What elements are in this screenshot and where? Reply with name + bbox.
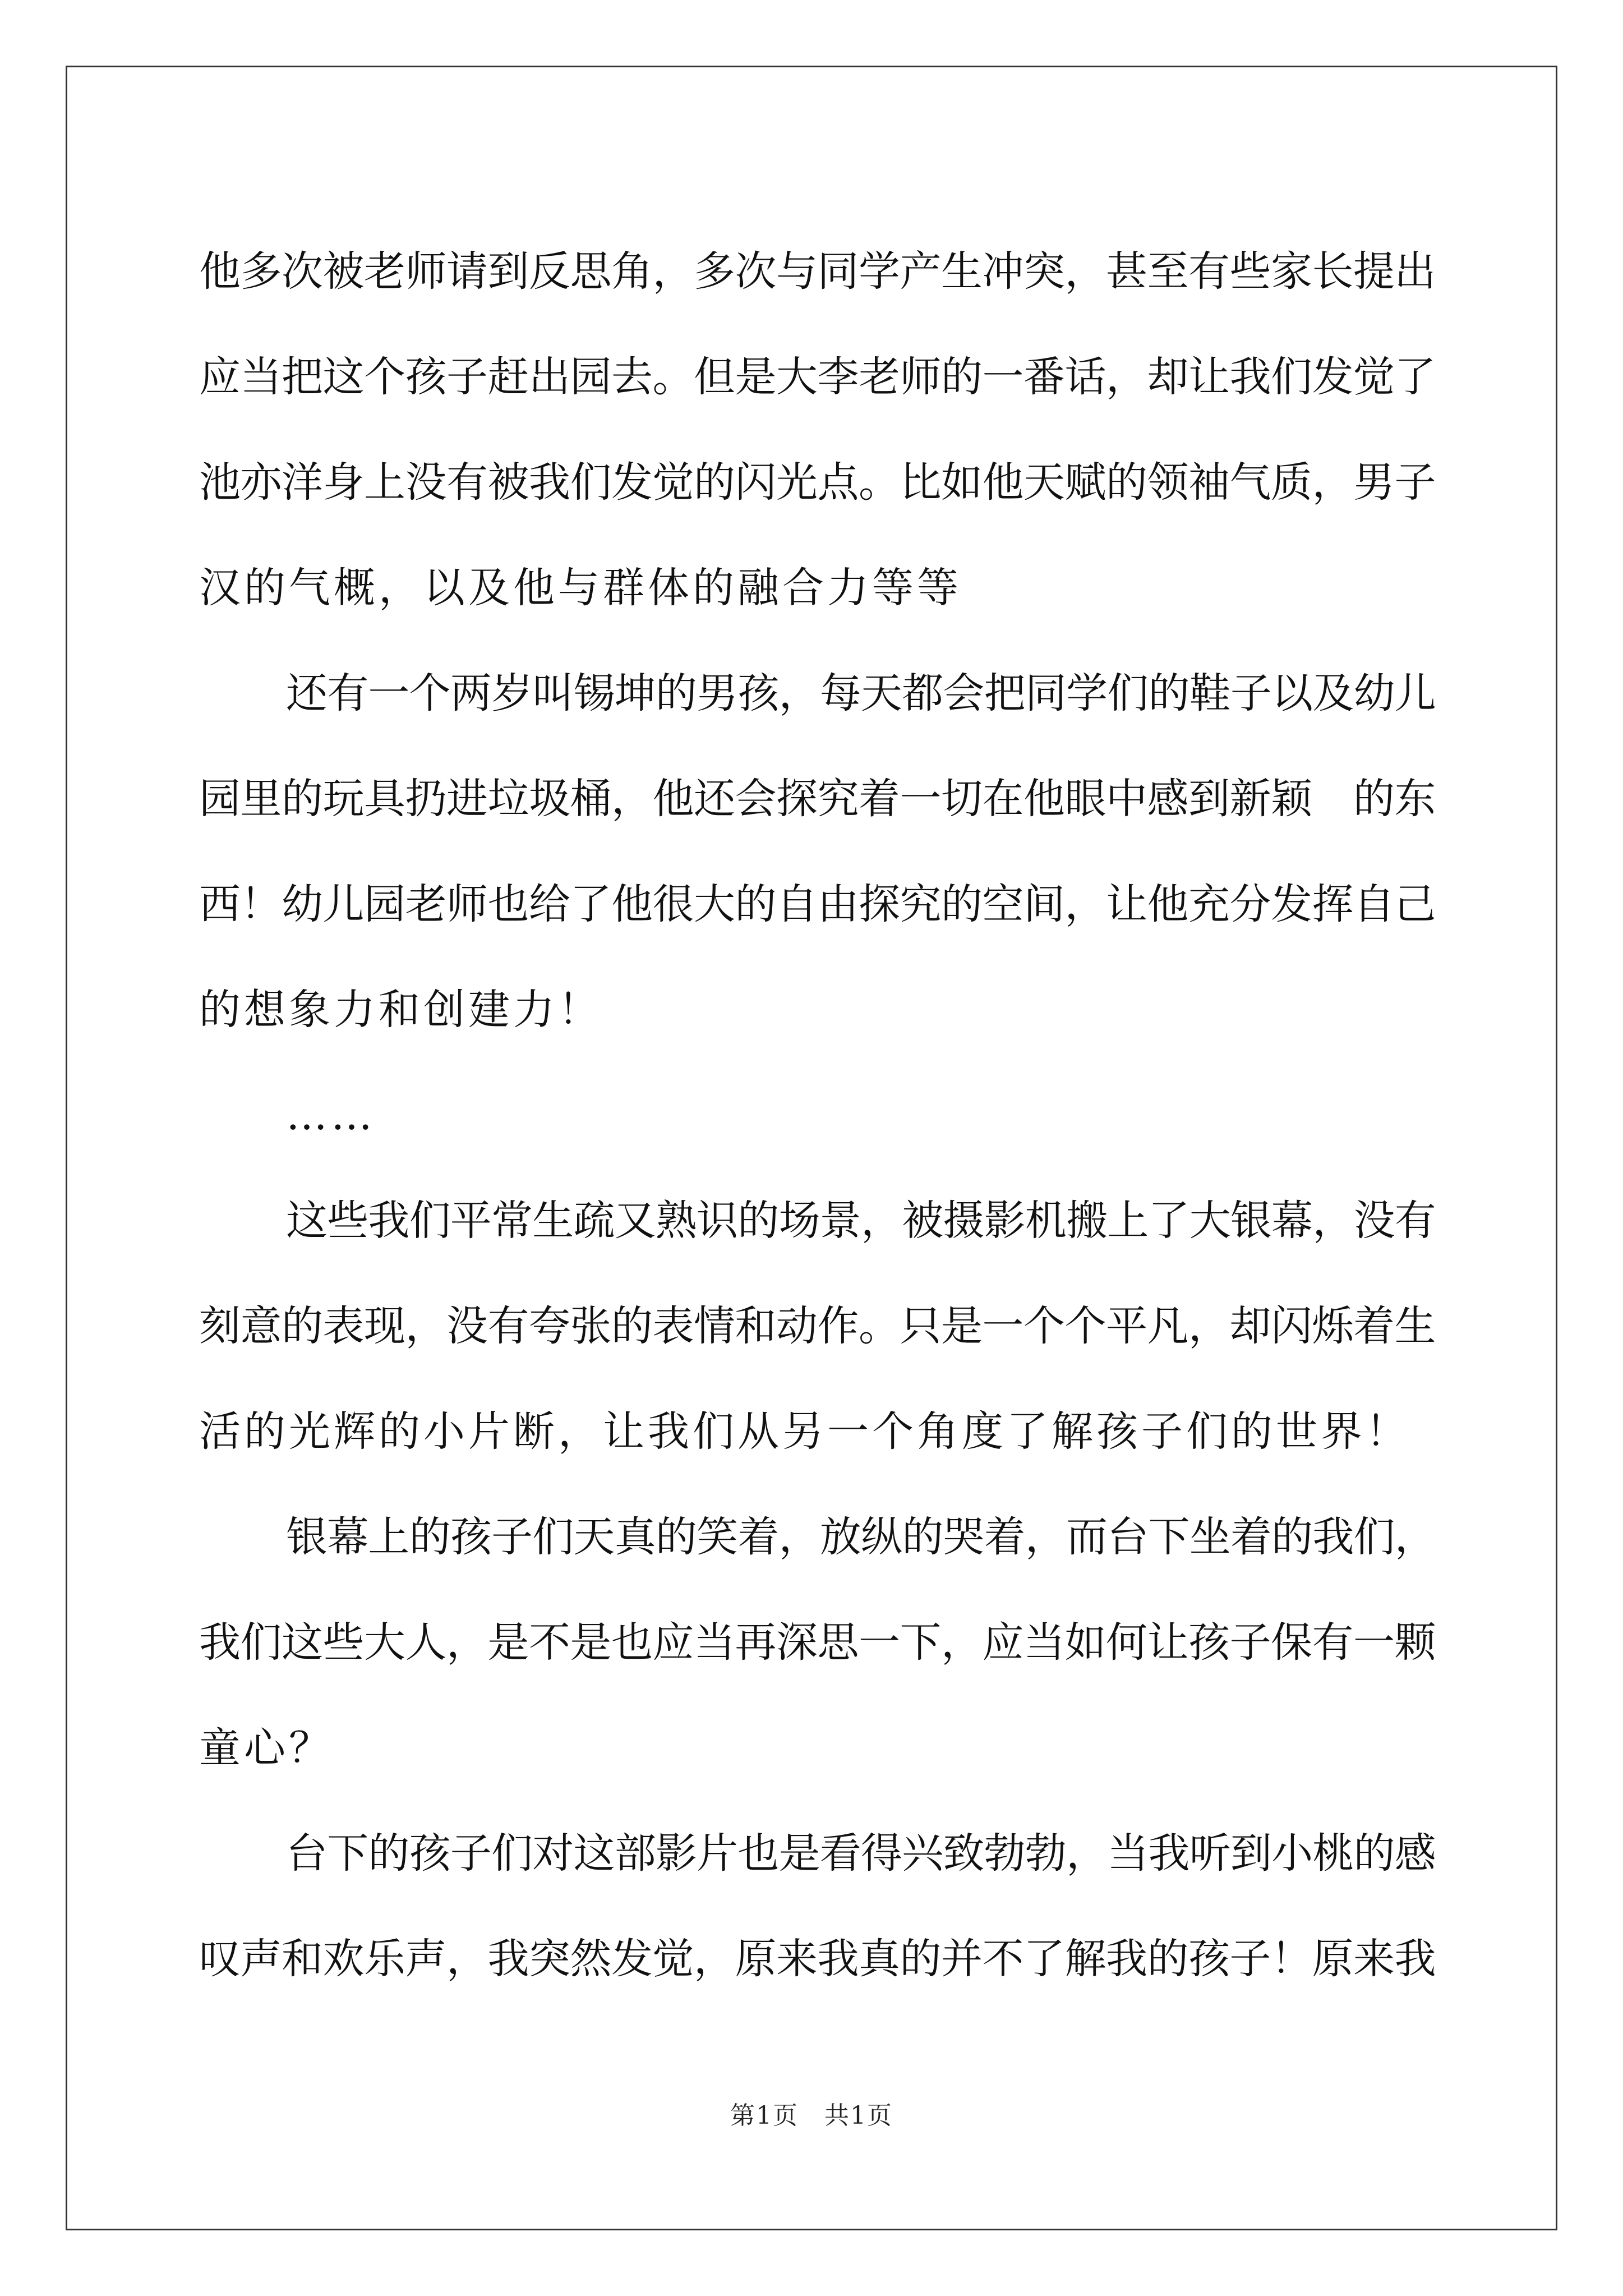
text-line: 刻意的表现，没有夸张的表情和动作。只是一个个平凡，却闪烁着生 — [199, 1302, 1436, 1350]
text-line: 池亦洋身上没有被我们发觉的闪光点。比如他天赋的领袖气质，男子 — [199, 458, 1436, 507]
text-line: 应当把这个孩子赶出园去。但是大李老师的一番话，却让我们发觉了 — [199, 353, 1436, 401]
text-line: 台下的孩子们对这部影片也是看得兴致勃勃，当我听到小桃的感 — [286, 1829, 1436, 1878]
text-line: 的想象力和创建力！ — [199, 986, 603, 1034]
text-line: 园里的玩具扔进垃圾桶，他还会探究着一切在他眼中感到新颖 的东 — [199, 775, 1436, 823]
text-line: 这些我们平常生疏又熟识的场景，被摄影机搬上了大银幕，没有 — [286, 1197, 1436, 1245]
text-line: 我们这些大人，是不是也应当再深思一下，应当如何让孩子保有一颗 — [199, 1618, 1436, 1667]
text-line: 童心？ — [199, 1724, 334, 1772]
page-number-footer: 第1页 共1页 — [730, 2101, 893, 2130]
paragraph — [199, 1062, 1436, 1168]
text-line: 银幕上的孩子们天真的笑着，放纵的哭着，而台下坐着的我们， — [286, 1513, 1436, 1561]
text-line: 汉的气概，以及他与群体的融合力等等 — [199, 564, 962, 612]
text-line: 西！幼儿园老师也给了他很大的自由探究的空间，让他充分发挥自己 — [199, 880, 1436, 928]
paragraph — [199, 219, 1436, 641]
paragraph — [199, 1484, 1436, 1801]
document-body — [199, 219, 1436, 2012]
paragraph — [199, 1801, 1436, 2012]
ellipsis-line: …… — [286, 1091, 376, 1139]
text-line: 还有一个两岁叫锡坤的男孩，每天都会把同学们的鞋子以及幼儿 — [286, 669, 1436, 717]
paragraph — [199, 1168, 1436, 1484]
text-line: 他多次被老师请到反思角，多次与同学产生冲突，甚至有些家长提出 — [199, 247, 1436, 296]
paragraph — [199, 641, 1436, 1062]
text-line: 叹声和欢乐声，我突然发觉，原来我真的并不了解我的孩子！原来我 — [199, 1935, 1436, 1983]
text-line: 活的光辉的小片断，让我们从另一个角度了解孩子们的世界！ — [199, 1407, 1410, 1456]
